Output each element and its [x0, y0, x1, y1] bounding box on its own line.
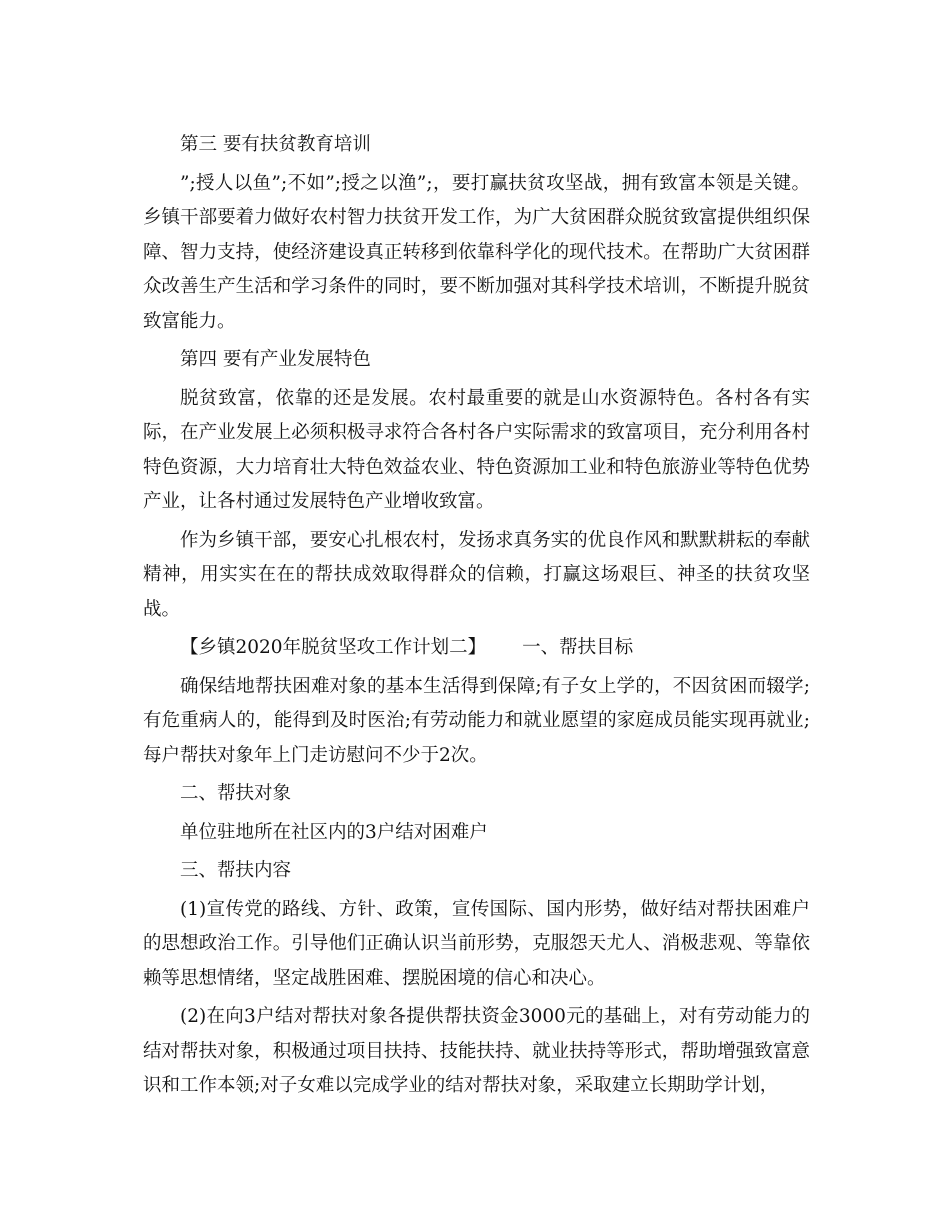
plan-title-line — [143, 631, 810, 666]
section-heading-assistance-targets: 二、帮扶对象 — [180, 783, 292, 804]
paragraph-content-item-1: (1)宣传党的路线、方针、政策，宣传国际、国内形势，做好结对帮扶困难户的思想政治工作。引导他们正确认识当前形势，克服怨天尤人、消极悲观、等靠依赖等思想情绪，坚定战胜困难、摆脱困境的信心和决心。 — [143, 898, 810, 989]
plan-first-heading: 一、帮扶目标 — [522, 637, 634, 658]
paragraph-assistance-targets: 单位驻地所在社区内的3户结对困难户 — [180, 821, 488, 843]
section-heading-3: 第三 要有扶贫教育培训 — [180, 134, 371, 155]
paragraph-cadre-conclusion: 作为乡镇干部，要安心扎根农村，发扬求真务实的优良作风和默默耕耘的奉献精神，用实实在在的帮扶成效取得群众的信赖，打赢这场艰巨、神圣的扶贫攻坚战。 — [143, 529, 810, 620]
paragraph-content-item-2: (2)在向3户结对帮扶对象各提供帮扶资金3000元的基础上，对有劳动能力的结对帮扶对象，积极通过项目扶持、技能扶持、就业扶持等形式，帮助增强致富意识和工作本领;对子女难以完成学业的结对帮扶对象，采取建立长期助学计划， — [143, 1006, 810, 1096]
document-body — [143, 128, 810, 1108]
section-heading-4: 第四 要有产业发展特色 — [180, 349, 371, 370]
paragraph-industry-development: 脱贫致富，依靠的还是发展。农村最重要的就是山水资源特色。各村各有实际，在产业发展上必须积极寻求符合各村各户实际需求的致富项目，充分利用各村特色资源，大力培育壮大特色效益农业、特色资源加工业和特色旅游业等特色优势产业，让各村通过发展特色产业增收致富。 — [143, 387, 810, 512]
paragraph-education-training: ”;授人以鱼”;不如”;授之以渔”;，要打赢扶贫攻坚战，拥有致富本领是关键。乡镇干部要着力做好农村智力扶贫开发工作，为广大贫困群众脱贫致富提供组织保障、智力支持，使经济建设真正转移到依靠科学化的现代技术。在帮助广大贫困群众改善生产生活和学习条件的同时，要不断加强对其科学技术培训，不断提升脱贫致富能力。 — [143, 172, 810, 332]
plan-title: 【乡镇2020年脱贫坚攻工作计划二】 — [180, 637, 487, 658]
section-heading-assistance-content: 三、帮扶内容 — [180, 860, 292, 881]
paragraph-assistance-goals: 确保结地帮扶困难对象的基本生活得到保障;有子女上学的，不因贫困而辍学;有危重病人的，能得到及时医治;有劳动能力和就业愿望的家庭成员能实现再就业;每户帮扶对象年上门走访慰问不少于2次。 — [143, 675, 810, 766]
